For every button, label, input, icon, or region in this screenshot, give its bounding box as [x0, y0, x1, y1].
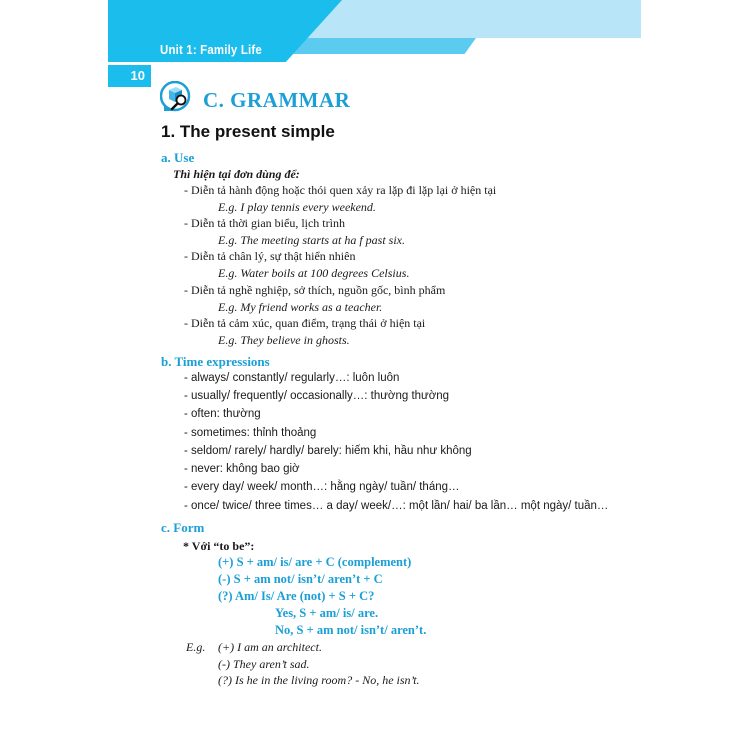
time-expression-item: - often: thường	[184, 408, 261, 420]
header-light-band	[300, 0, 641, 38]
time-expression-item: - once/ twice/ three times… a day/ week/…: một lần/ hai/ ba lần… một ngày/ tuần…	[184, 500, 609, 512]
use-heading: a. Use	[161, 150, 195, 165]
use-item: - Diễn tả thời gian biểu, lịch trình	[184, 216, 345, 230]
formula-answer-no: No, S + am not/ isn’t/ aren’t.	[275, 623, 427, 637]
section-title: C. GRAMMAR	[203, 88, 351, 112]
topic-title: 1. The present simple	[161, 122, 335, 141]
use-item: - Diễn tả cảm xúc, quan điểm, trạng thái ở hiện tại	[184, 316, 426, 330]
formula-answer-yes: Yes, S + am/ is/ are.	[275, 606, 379, 620]
use-example: E.g. My friend works as a teacher.	[218, 300, 383, 314]
time-expression-item: - every day/ week/ month…: hằng ngày/ tuần/ tháng…	[184, 481, 460, 493]
time-expression-item: - always/ constantly/ regularly…: luôn luôn	[184, 372, 400, 384]
formula-question: (?) Am/ Is/ Are (not) + S + C?	[218, 589, 375, 603]
time-expression-item: - sometimes: thỉnh thoảng	[184, 427, 317, 439]
form-example: (+) I am an architect.	[218, 640, 322, 654]
form-example: (-) They aren’t sad.	[218, 657, 310, 671]
use-intro: Thì hiện tại đơn dùng để:	[173, 167, 300, 181]
formula-affirmative: (+) S + am/ is/ are + C (complement)	[218, 555, 412, 569]
formula-negative: (-) S + am not/ isn’t/ aren’t + C	[218, 572, 383, 586]
use-example: E.g. They believe in ghosts.	[218, 333, 350, 347]
use-example: E.g. Water boils at 100 degrees Celsius.	[218, 266, 410, 280]
eg-label: E.g.	[186, 640, 206, 654]
form-example: (?) Is he in the living room? - No, he isn’t.	[218, 673, 420, 687]
header-mid-band	[285, 38, 476, 54]
magnifier-cube-icon	[160, 81, 192, 113]
time-expression-item: - seldom/ rarely/ hardly/ barely: hiếm khi, hầu như không	[184, 445, 472, 457]
use-example: E.g. I play tennis every weekend.	[218, 200, 376, 214]
time-expression-item: - never: không bao giờ	[184, 463, 300, 475]
to-be-label: * Với “to be”:	[183, 539, 255, 553]
use-example: E.g. The meeting starts at ha f past six.	[218, 233, 405, 247]
unit-title: Unit 1: Family Life	[160, 42, 262, 57]
use-item: - Diễn tả nghề nghiệp, sở thích, nguồn gốc, bình phẩm	[184, 283, 446, 297]
use-item: - Diễn tả chân lý, sự thật hiển nhiên	[184, 249, 356, 263]
time-expression-item: - usually/ frequently/ occasionally…: thường thường	[184, 390, 450, 402]
page-number: 10	[108, 65, 151, 87]
use-item: - Diễn tả hành động hoặc thói quen xảy ra lặp đi lặp lại ở hiện tại	[184, 183, 497, 197]
form-heading: c. Form	[161, 520, 205, 535]
time-expressions-heading: b. Time expressions	[161, 354, 270, 369]
